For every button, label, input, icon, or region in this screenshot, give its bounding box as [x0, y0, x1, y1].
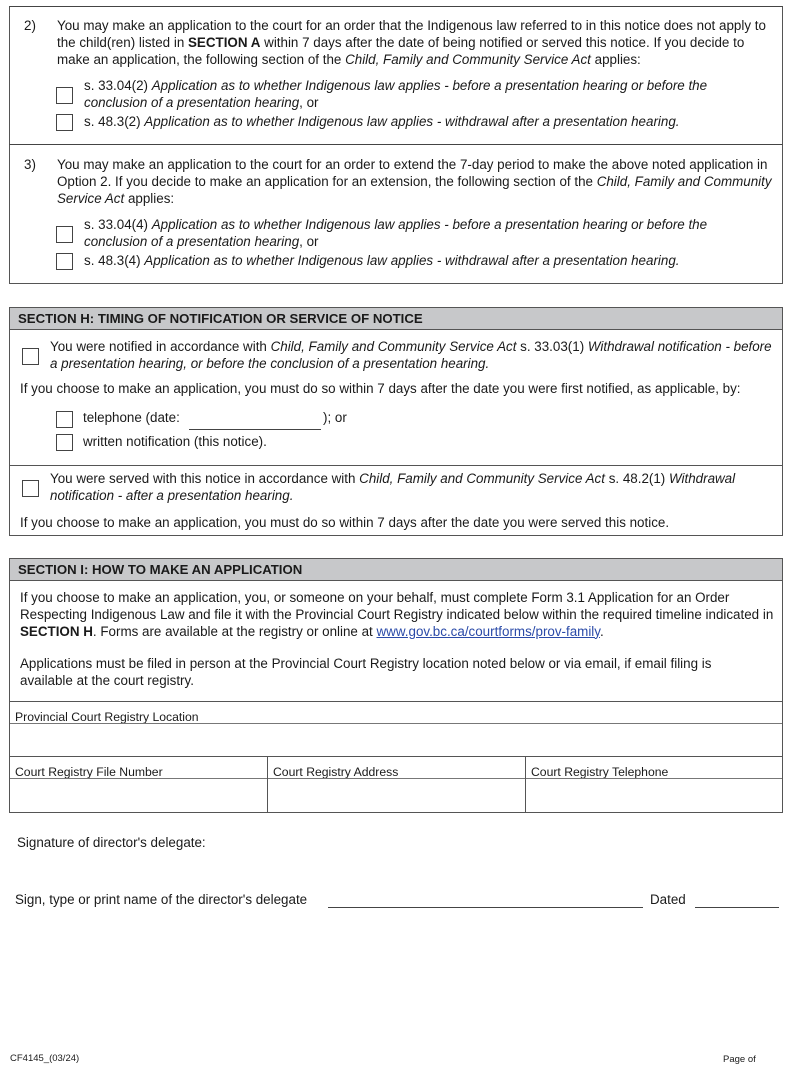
- checkbox-s48-3-2[interactable]: [56, 114, 73, 131]
- option-2-text: You may make an application to the court for an order that the Indigenous law referred to in this notice does not apply to the child(ren) listed in SECTION A within 7 days after the date of being notified or served this notice. If you decide to make an application, the following section of the Child, Family and Community Service Act applies:: [57, 18, 766, 67]
- s33-04-2-label: s. 33.04(2) Application as to whether Indigenous law applies - before a presentation hearing or before the conclusion of a presentation hearing, or: [84, 78, 708, 110]
- section-i: [9, 558, 783, 813]
- checkbox-s33-04-2[interactable]: [56, 87, 73, 104]
- section-h-divider: [10, 465, 782, 466]
- dated-input[interactable]: [695, 890, 779, 908]
- option-3-number: 3): [24, 157, 36, 172]
- form-code: CF4145_(03/24): [10, 1053, 80, 1064]
- fields-col-divider-2: [525, 756, 526, 812]
- registry-telephone-label: Court Registry Telephone: [531, 765, 669, 779]
- telephone-date-input[interactable]: [189, 410, 321, 430]
- file-number-label: Court Registry File Number: [15, 765, 163, 779]
- fields-col-divider-1: [267, 756, 268, 812]
- page-number: Page of: [723, 1054, 756, 1065]
- registry-location-label: Provincial Court Registry Location: [15, 710, 199, 724]
- file-number-input[interactable]: [10, 779, 267, 812]
- s48-3-2-label: s. 48.3(2) Application as to whether Indigenous law applies - withdrawal after a presentation hearing.: [84, 114, 680, 129]
- checkbox-telephone[interactable]: [56, 411, 73, 428]
- dated-label: Dated: [650, 892, 686, 907]
- registry-address-input[interactable]: [268, 779, 525, 812]
- checkbox-written-notification[interactable]: [56, 434, 73, 451]
- delegate-name-label: Sign, type or print name of the director's delegate: [15, 892, 308, 907]
- option-2-number: 2): [24, 18, 36, 33]
- checkbox-s48-3-4[interactable]: [56, 253, 73, 270]
- telephone-suffix: ); or: [323, 410, 347, 425]
- section-i-paragraph-1: If you choose to make an application, you, or someone on your behalf, must complete Form 3.1 Application for an Order Respecting Indigenous Law and file it with the Provincial Court Registry indicated below within the required timeline indicated in SECTION H. Forms are available at the registry or online at www.gov.bc.ca/courtforms/prov-family.: [20, 590, 774, 639]
- telephone-label: telephone (date:: [83, 410, 180, 425]
- option-3-box: [9, 144, 783, 284]
- registry-telephone-input[interactable]: [526, 779, 782, 812]
- checkbox-served[interactable]: [22, 480, 39, 497]
- section-i-paragraph-2: Applications must be filed in person at the Provincial Court Registry location noted below or via email, if email filing is available at the court registry.: [20, 656, 712, 688]
- written-notification-label: written notification (this notice).: [83, 434, 267, 449]
- option-3-text: You may make an application to the court for an order to extend the 7-day period to make the above noted application in Option 2. If you decide to make an application for an extension, the following section of the Child, Family and Community Service Act applies:: [57, 157, 772, 206]
- option-2-box: [9, 6, 783, 145]
- served-instruction: If you choose to make an application, you must do so within 7 days after the date you were served this notice.: [20, 515, 670, 530]
- s48-3-4-label: s. 48.3(4) Application as to whether Indigenous law applies - withdrawal after a presentation hearing.: [84, 253, 680, 268]
- served-text: You were served with this notice in accordance with Child, Family and Community Service Act s. 48.2(1) Withdrawal notification - after a presentation hearing.: [50, 471, 736, 503]
- fields-row2-divider: [10, 756, 782, 757]
- delegate-name-input[interactable]: [328, 890, 643, 908]
- notified-instruction: If you choose to make an application, you must do so within 7 days after the date you were first notified, as applicable, by:: [20, 381, 741, 396]
- section-h-title: SECTION H: TIMING OF NOTIFICATION OR SERVICE OF NOTICE: [10, 308, 782, 330]
- fields-top-divider: [10, 701, 782, 702]
- forms-link[interactable]: www.gov.bc.ca/courtforms/prov-family: [376, 623, 600, 639]
- notified-text: You were notified in accordance with Child, Family and Community Service Act s. 33.03(1) Withdrawal notification - before a presentation hearing, or before the conclusion of a presentation hearing.: [50, 339, 772, 371]
- registry-address-label: Court Registry Address: [273, 765, 399, 779]
- s33-04-4-label: s. 33.04(4) Application as to whether Indigenous law applies - before a presentation hearing or before the conclusion of a presentation hearing, or: [84, 217, 708, 249]
- signature-label: Signature of director's delegate:: [17, 835, 206, 850]
- checkbox-notified[interactable]: [22, 348, 39, 365]
- registry-location-input[interactable]: [10, 724, 782, 756]
- signature-area[interactable]: [230, 828, 770, 856]
- checkbox-s33-04-4[interactable]: [56, 226, 73, 243]
- section-h: [9, 307, 783, 536]
- section-i-title: SECTION I: HOW TO MAKE AN APPLICATION: [10, 559, 782, 581]
